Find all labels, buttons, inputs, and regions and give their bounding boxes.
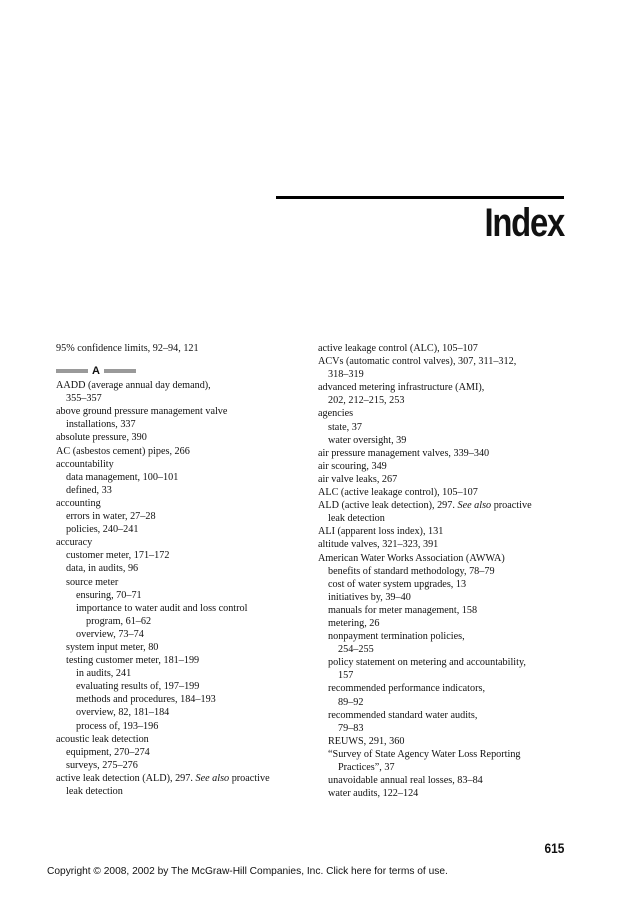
index-entry: customer meter, 171–172 [66,550,170,562]
see-also-target-cont: leak detection [328,513,385,525]
index-entry [56,379,286,405]
page-number: 615 [544,840,564,856]
letter-label: A [92,364,100,377]
index-entry: methods and procedures, 184–193 [76,694,216,706]
index-entry: accounting [56,497,101,509]
index-entry: acoustic leak detection [56,733,149,745]
index-entry [318,381,568,407]
index-column-left [56,342,286,798]
index-entry: cost of water system upgrades, 13 [328,578,467,590]
page-title: Index [484,201,564,245]
see-also-target-cont: leak detection [66,786,123,797]
right-entries [318,342,568,800]
index-entry: process of, 193–196 [76,720,159,732]
see-also-label: See also [457,500,492,512]
spacer [56,355,286,364]
index-entry [328,748,568,774]
index-entry: accuracy [56,537,93,549]
letter-a-entries [56,379,286,798]
entry-text: policy statement on metering and accountability, [328,657,526,669]
index-entry: manuals for meter management, 158 [328,604,478,616]
index-entry [328,630,568,656]
entry-text-cont: 318–319 [328,369,364,381]
index-entry: policies, 240–241 [66,524,139,536]
index-entry: errors in water, 27–28 [66,511,156,523]
entry-text: recommended standard water audits, [328,709,478,721]
index-entry: source meter [66,576,119,588]
index-entry: American Water Works Association (AWWA) [318,552,505,564]
see-also-target: proactive [231,772,270,784]
index-entry: surveys, 275–276 [66,759,138,771]
pre-letter-entries [56,342,286,355]
title-rule [276,196,564,199]
index-entry: metering, 26 [328,617,380,629]
index-entry: ensuring, 70–71 [76,589,142,601]
entry-text-cont: 79–83 [338,722,364,734]
index-entry [56,772,286,798]
entry-text-cont: Practices”, 37 [338,762,395,773]
index-entry: system input meter, 80 [66,641,159,653]
index-entry [76,602,286,628]
entry-text-cont: 202, 212–215, 253 [328,395,405,407]
index-entry: testing customer meter, 181–199 [66,655,200,667]
entry-text-cont: 89–92 [338,696,364,708]
entry-text: advanced metering infrastructure (AMI), [318,382,485,394]
entry-text-cont: installations, 337 [66,419,136,431]
index-entry: water oversight, 39 [328,434,407,446]
index-entry: overview, 73–74 [76,628,144,640]
entry-text-cont: program, 61–62 [86,615,152,627]
entry-text-cont: 254–255 [338,644,374,656]
index-entry: data management, 100–101 [66,471,179,483]
index-entry: air valve leaks, 267 [318,473,398,485]
index-entry: REUWS, 291, 360 [328,735,405,747]
entry-text: “Survey of State Agency Water Loss Reporting [328,748,521,760]
index-entry: overview, 82, 181–184 [76,707,170,719]
copyright-notice: Copyright © 2008, 2002 by The McGraw-Hill Companies, Inc. Click here for terms of use. [47,866,448,877]
entry-text-cont: 355–357 [66,393,102,405]
index-entry: 95% confidence limits, 92–94, 121 [56,343,199,354]
letter-heading [56,364,286,378]
index-entry: altitude valves, 321–323, 391 [318,539,439,551]
index-entry: active leakage control (ALC), 105–107 [318,343,478,354]
index-entry: agencies [318,408,354,420]
index-entry: equipment, 270–274 [66,746,150,758]
index-entry [328,682,568,708]
entry-text: ALD (active leak detection), 297. [318,500,455,512]
entry-text: importance to water audit and loss control [76,602,248,614]
entry-text: recommended performance indicators, [328,683,485,695]
index-entry: defined, 33 [66,484,112,496]
entry-text: active leak detection (ALD), 297. [56,772,193,784]
index-column-right [318,342,568,800]
entry-text: nonpayment termination policies, [328,631,465,643]
index-entry: unavoidable annual real losses, 83–84 [328,775,483,787]
index-entry: evaluating results of, 197–199 [76,681,200,693]
letter-bar-left [56,369,88,373]
index-entry [328,656,568,682]
index-entry: AC (asbestos cement) pipes, 266 [56,445,190,457]
entry-text: AADD (average annual day demand), [56,380,211,392]
entry-text-cont: 157 [338,670,354,682]
index-entry: air pressure management valves, 339–340 [318,447,490,459]
index-entry [318,355,568,381]
index-entry: absolute pressure, 390 [56,432,147,444]
index-entry: air scouring, 349 [318,460,387,472]
index-entry: accountability [56,458,114,470]
index-entry: data, in audits, 96 [66,563,139,575]
index-entry: initiatives by, 39–40 [328,591,411,603]
see-also-target: proactive [493,500,532,512]
index-entry: state, 37 [328,421,362,433]
entry-text: above ground pressure management valve [56,406,228,418]
index-entry: in audits, 241 [76,668,132,680]
index-entry [56,405,286,431]
see-also-label: See also [195,772,230,784]
index-entry [318,499,568,525]
entry-text: ACVs (automatic control valves), 307, 311–312, [318,356,517,368]
letter-bar-right [104,369,136,373]
index-entry: ALI (apparent loss index), 131 [318,526,444,538]
index-entry: benefits of standard methodology, 78–79 [328,565,495,577]
index-entry [328,709,568,735]
index-entry: ALC (active leakage control), 105–107 [318,487,478,499]
index-entry: water audits, 122–124 [328,788,419,800]
